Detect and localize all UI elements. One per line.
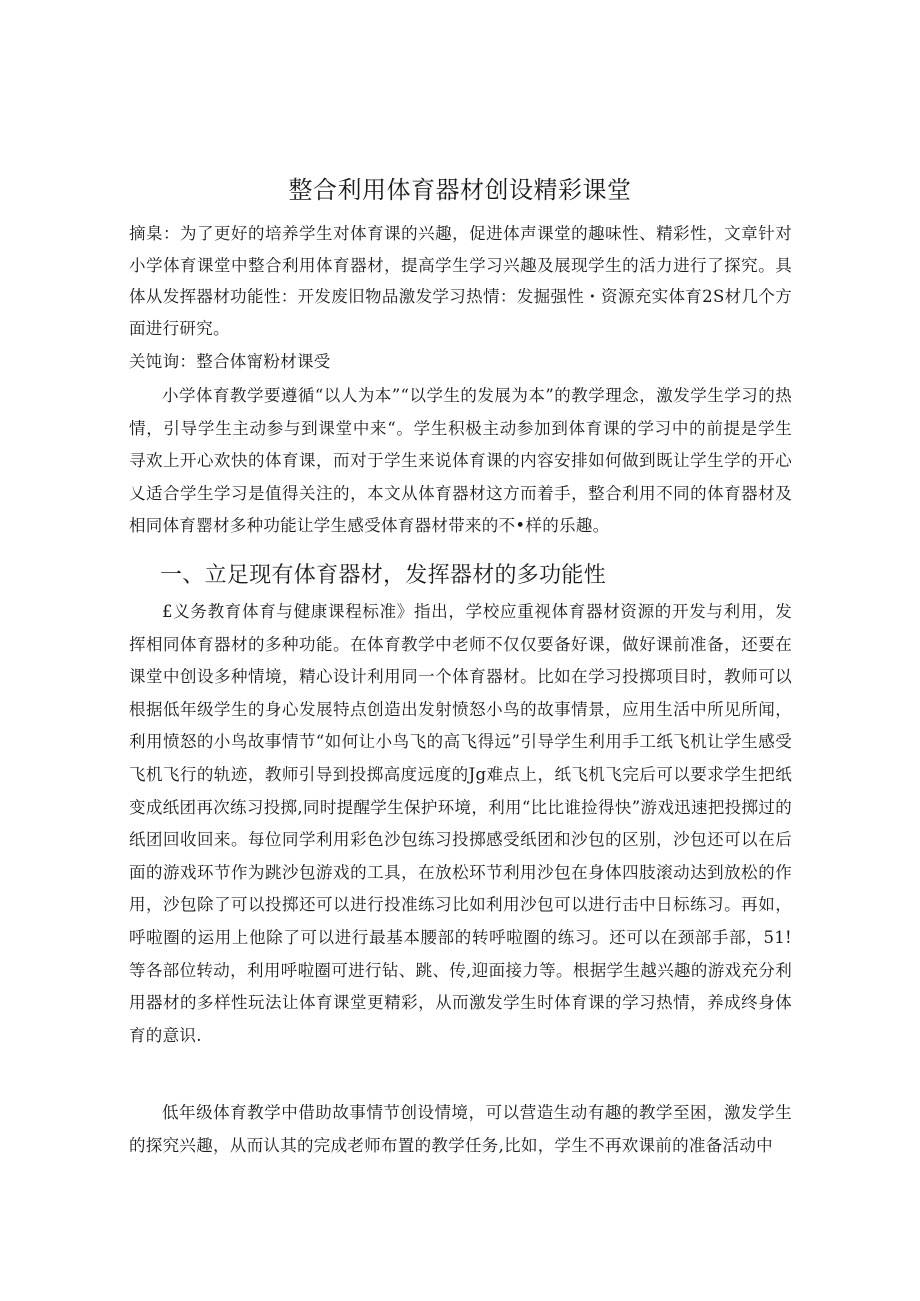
section-paragraph: £义务教育体育与健康课程标准》指出，学校应重视体育器材资源的开发与利用，发挥相同体育器材的多种功能。在体育教学中老师不仅仅要备好课，做好课前准备，还要在课堂中创设多种情境，精心设计利用同一个体育器材。比如在学习投掷项目时，教师可以根据低年级学生的身心发展特点创造出发射愤怒小鸟的故事情景，应用生活中所见所闻，利用愤怒的小鸟故事情节“如何让小鸟飞的高飞得远”引导学生利用手工纸飞机让学生感受飞机飞行的轨迹，教师引导到投掷高度远度的Jg难点上，纸飞机飞完后可以要求学生把纸变成纸团再次练习投掷,同时提醒学生保护环境，利用“比比谁捡得快”游戏迅速把投掷过的纸团回收回来。每位同学利用彩色沙包练习投掷感受纸团和沙包的区别，沙包还可以在后面的游戏环节作为跳沙包游戏的工具，在放松环节利用沙包在身体四肢滚动达到放松的作用，沙包除了可以投掷还可以进行投准练习比如利用沙包可以进行击中日标练习。再如，呼啦圈的运用上他除了可以进行最基本腰部的转呼啦圈的练习。还可以在颈部手部，51!等各部位转动，利用呼啦圈可进行钻、跳、传,迎面接力等。根据学生越兴趣的游戏充分利用器材的多样性玩法让体育课堂更精彩，从而激发学生时体育课的学习热情，养成终身体育的意识. <box>129 602 792 1045</box>
section-heading: 一、立足现有体育器材，发挥器材的多功能性 <box>160 563 607 588</box>
document-title: 整合利用体育器材创设精彩课堂 <box>288 176 632 204</box>
section-paragraph: 低年级体育教学中借助故事情节创设情境，可以营造生动有趣的教学至困，激发学生的探究兴趣，从而认其的完成老师布置的教学任务,比如，学生不再欢课前的准备活动中 <box>129 1103 792 1155</box>
intro-paragraph: 小学体育教学要遵循“以人为本”“以学生的发展为本”的教学理念，激发学生学习的热情，引导学生主动参与到课堂中来“。学生积极主动参加到体育课的学习中的前提是学生寻欢上开心欢快的体育课，而对于学生来说体育课的内容安排如何做到既让学生学的开心乂适合学生学习是值得关注的，本文从体育器材这方而着手，整合利用不同的体育器材及相同体育罂材多种功能让学生感受体育器材带来的不•样的乐趣。 <box>129 386 792 535</box>
keywords-line: 关饨询：整合体甯粉材课受 <box>129 352 331 371</box>
abstract-paragraph: 摘臬：为了更好的培养学生对体育课的兴趣，促进体声课堂的趣味性、精彩性，文章针对小学体育课堂中整合利用体育器材，提高学生学习兴趣及展现学生的活力进行了探究。具体从发挥器材功能性：开发废旧物品激发学习热情：发掘强性・资源充实体育2S材几个方面进行研究。 <box>129 224 792 338</box>
